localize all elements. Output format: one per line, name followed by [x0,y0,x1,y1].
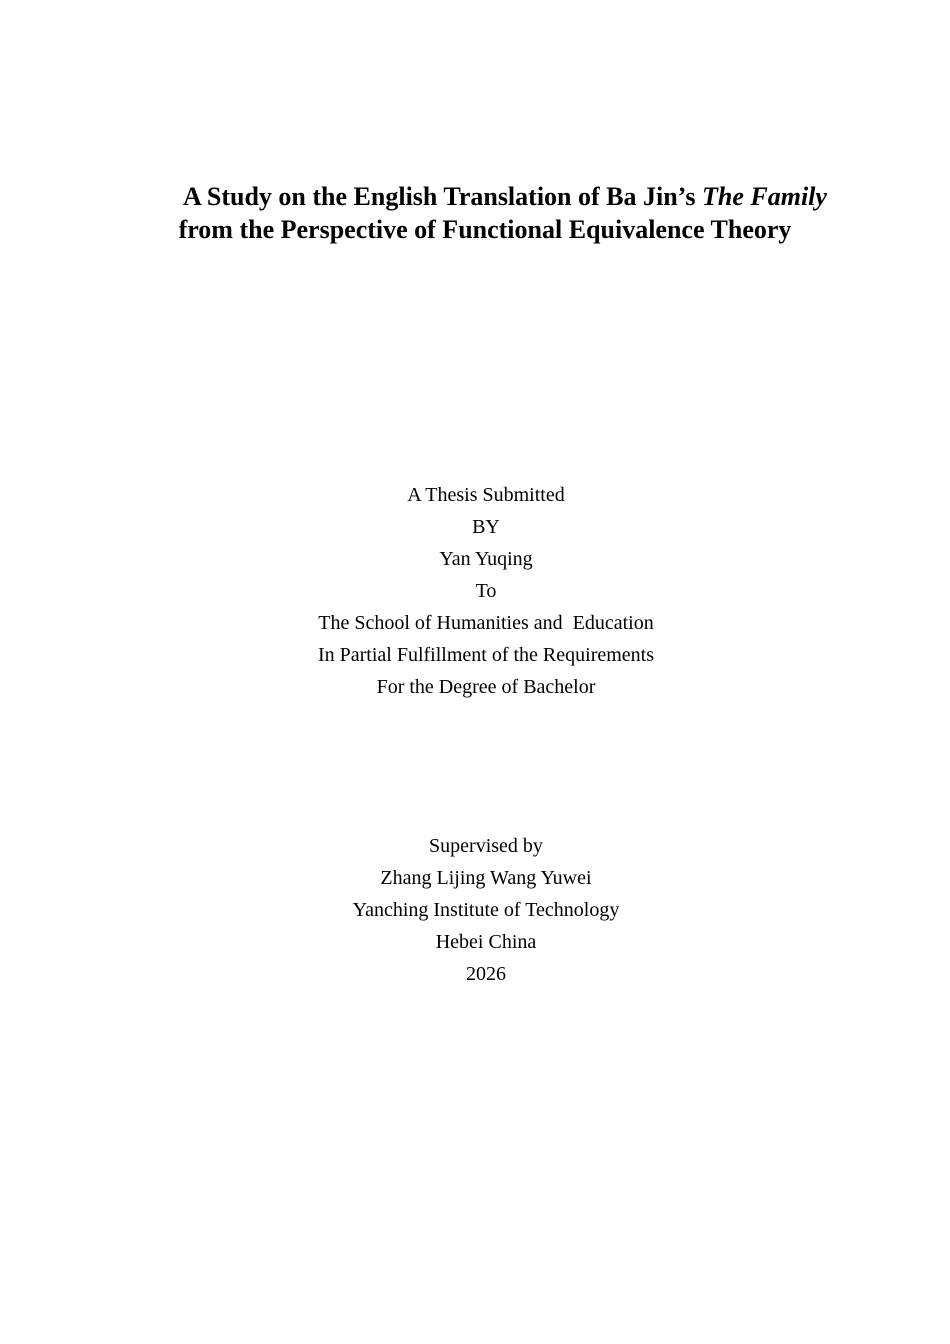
supervisor-names: Zhang Lijing Wang Yuwei [380,867,592,889]
requirements-line: In Partial Fulfillment of the Requirements [317,644,655,666]
thesis-title [135,180,835,246]
school-name: The School of Humanities and Education [318,612,654,634]
institute-name: Yanching Institute of Technology [352,899,620,921]
thesis-submitted-line: A Thesis Submitted [407,484,565,506]
author-name: Yan Yuqing [439,548,533,570]
title-italic-work: The Family [702,182,827,211]
to-line: To [475,580,497,602]
supervised-by-label: Supervised by [429,835,543,857]
by-line: BY [472,516,500,538]
title-part2: from the Perspective of Functional Equivalence Theory [178,215,792,244]
submission-block [0,479,950,703]
year-line: 2026 [466,963,506,985]
location-line: Hebei China [435,931,537,953]
title-part1: A Study on the English Translation of Ba Jin’s [183,182,696,211]
supervision-block [0,830,950,990]
degree-line: For the Degree of Bachelor [376,676,596,698]
